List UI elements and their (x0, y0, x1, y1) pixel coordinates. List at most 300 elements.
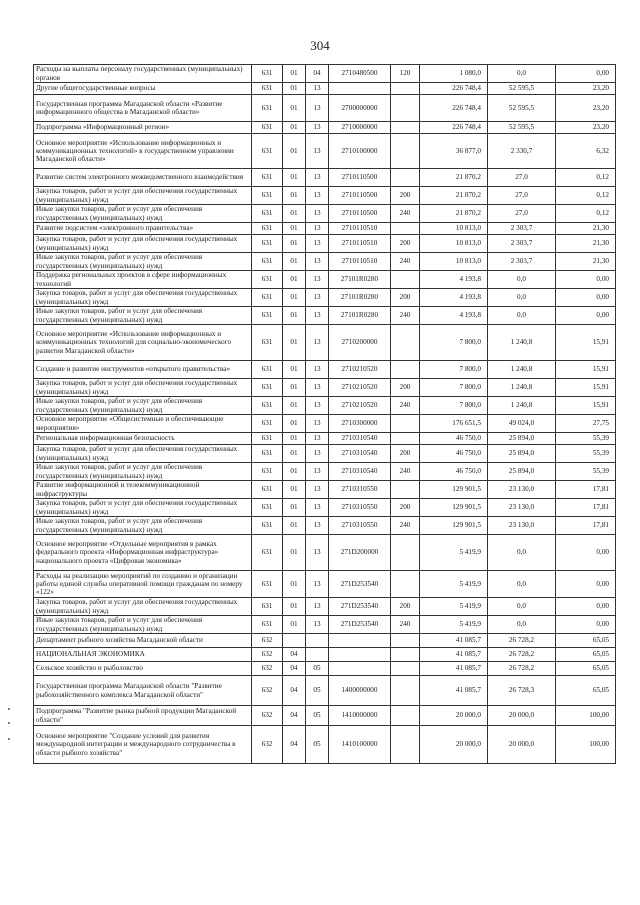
section-code: 01 (283, 307, 306, 325)
execution-percent: 100,00 (556, 706, 616, 726)
expense-type-code (391, 325, 420, 361)
section-code: 04 (283, 706, 306, 726)
actual-amount: 27,0 (488, 205, 556, 223)
execution-percent: 65,05 (556, 676, 616, 706)
target-article-code: 271D253540 (329, 571, 391, 598)
row-name: Основное мероприятие «Использование информационных и коммуникационных технологий для социально-экономического развития Магаданской области» (34, 325, 252, 361)
expense-type-code: 240 (391, 205, 420, 223)
planned-amount: 129 901,5 (420, 481, 488, 499)
target-article-code: 2710210520 (329, 379, 391, 397)
admin-code: 631 (252, 253, 283, 271)
actual-amount: 27,0 (488, 169, 556, 187)
planned-amount: 46 750,0 (420, 463, 488, 481)
table-row (34, 169, 616, 187)
actual-amount: 26 728,3 (488, 676, 556, 706)
admin-code: 631 (252, 95, 283, 122)
section-code: 01 (283, 481, 306, 499)
admin-code: 631 (252, 535, 283, 571)
actual-amount: 25 894,0 (488, 445, 556, 463)
target-article-code: 1410100000 (329, 726, 391, 764)
execution-percent: 15,91 (556, 325, 616, 361)
subsection-code: 05 (306, 662, 329, 676)
execution-percent: 17,81 (556, 481, 616, 499)
expense-type-code: 200 (391, 499, 420, 517)
planned-amount: 7 800,0 (420, 325, 488, 361)
table-row (34, 463, 616, 481)
actual-amount: 23 130,0 (488, 499, 556, 517)
row-name: НАЦИОНАЛЬНАЯ ЭКОНОМИКА (34, 648, 252, 662)
admin-code: 631 (252, 187, 283, 205)
actual-amount: 0,0 (488, 535, 556, 571)
execution-percent: 0,00 (556, 289, 616, 307)
table-row (34, 648, 616, 662)
actual-amount: 2 303,7 (488, 223, 556, 235)
planned-amount: 176 651,5 (420, 415, 488, 433)
subsection-code: 13 (306, 187, 329, 205)
section-code: 01 (283, 253, 306, 271)
planned-amount: 10 813,0 (420, 253, 488, 271)
target-article-code: 27101R0280 (329, 271, 391, 289)
admin-code: 631 (252, 307, 283, 325)
planned-amount: 1 080,0 (420, 65, 488, 83)
row-name: Государственная программа Магаданской области «Развитие информационного общества в Магаданской области» (34, 95, 252, 122)
expense-type-code: 240 (391, 307, 420, 325)
section-code: 01 (283, 361, 306, 379)
subsection-code: 13 (306, 325, 329, 361)
row-name: Региональная информационная безопасность (34, 433, 252, 445)
table-row (34, 205, 616, 223)
expense-type-code: 200 (391, 289, 420, 307)
target-article-code: 1410000000 (329, 706, 391, 726)
row-name: Основное мероприятие "Создание условий для развития международной интеграции и международного сотрудничества в области рыбного хозяйства" (34, 726, 252, 764)
target-article-code: 271D253540 (329, 598, 391, 616)
table-row (34, 65, 616, 83)
actual-amount: 52 595,5 (488, 122, 556, 134)
subsection-code: 13 (306, 463, 329, 481)
execution-percent: 0,00 (556, 598, 616, 616)
target-article-code: 2710110500 (329, 169, 391, 187)
subsection-code: 13 (306, 445, 329, 463)
actual-amount: 52 595,5 (488, 83, 556, 95)
planned-amount: 20 000,0 (420, 726, 488, 764)
row-name: Основное мероприятие «Отдельные мероприятия в рамках федерального проекта «Информационная инфраструктура» национального проекта «Цифровая экономика» (34, 535, 252, 571)
admin-code: 631 (252, 325, 283, 361)
target-article-code: 2710110510 (329, 223, 391, 235)
section-code: 01 (283, 499, 306, 517)
execution-percent: 6,32 (556, 134, 616, 169)
target-article-code: 2710110500 (329, 187, 391, 205)
expense-type-code (391, 169, 420, 187)
actual-amount: 1 240,8 (488, 397, 556, 415)
execution-percent: 65,05 (556, 648, 616, 662)
execution-percent: 0,00 (556, 535, 616, 571)
planned-amount: 5 419,9 (420, 535, 488, 571)
admin-code: 631 (252, 415, 283, 433)
row-name: Подпрограмма «Информационный регион» (34, 122, 252, 134)
table-row (34, 187, 616, 205)
actual-amount: 23 130,0 (488, 517, 556, 535)
target-article-code: 2710110510 (329, 235, 391, 253)
table-row (34, 598, 616, 616)
table-row (34, 289, 616, 307)
row-name: Расходы на выплаты персоналу государственных (муниципальных) органов (34, 65, 252, 83)
actual-amount: 26 728,2 (488, 662, 556, 676)
subsection-code: 13 (306, 289, 329, 307)
target-article-code: 2710210520 (329, 361, 391, 379)
execution-percent: 17,81 (556, 499, 616, 517)
subsection-code: 04 (306, 65, 329, 83)
expense-type-code (391, 648, 420, 662)
expense-type-code: 240 (391, 253, 420, 271)
execution-percent: 23,20 (556, 83, 616, 95)
expense-type-code: 200 (391, 379, 420, 397)
subsection-code: 13 (306, 481, 329, 499)
planned-amount: 21 870,2 (420, 205, 488, 223)
target-article-code: 2710310540 (329, 433, 391, 445)
section-code: 01 (283, 379, 306, 397)
planned-amount: 4 193,8 (420, 289, 488, 307)
planned-amount: 226 748,4 (420, 122, 488, 134)
scan-mark (8, 722, 10, 724)
admin-code: 631 (252, 598, 283, 616)
budget-table-body (34, 65, 616, 764)
planned-amount: 7 800,0 (420, 379, 488, 397)
table-row (34, 307, 616, 325)
subsection-code (306, 648, 329, 662)
admin-code: 631 (252, 499, 283, 517)
admin-code: 631 (252, 361, 283, 379)
admin-code: 632 (252, 662, 283, 676)
expense-type-code: 200 (391, 445, 420, 463)
execution-percent: 15,91 (556, 397, 616, 415)
table-row (34, 706, 616, 726)
target-article-code: 2710110500 (329, 205, 391, 223)
admin-code: 632 (252, 676, 283, 706)
planned-amount: 129 901,5 (420, 517, 488, 535)
target-article-code: 2710480500 (329, 65, 391, 83)
execution-percent: 55,39 (556, 463, 616, 481)
execution-percent: 65,05 (556, 662, 616, 676)
target-article-code: 2710100000 (329, 134, 391, 169)
expense-type-code (391, 361, 420, 379)
section-code: 01 (283, 83, 306, 95)
scan-mark (8, 708, 10, 710)
actual-amount: 2 330,7 (488, 134, 556, 169)
table-row (34, 122, 616, 134)
execution-percent: 27,75 (556, 415, 616, 433)
row-name: Иные закупки товаров, работ и услуг для обеспечения государственных (муниципальных) нужд (34, 517, 252, 535)
expense-type-code (391, 535, 420, 571)
admin-code: 631 (252, 134, 283, 169)
actual-amount: 49 024,0 (488, 415, 556, 433)
subsection-code: 13 (306, 616, 329, 634)
target-article-code: 2710310550 (329, 481, 391, 499)
section-code: 01 (283, 598, 306, 616)
admin-code: 631 (252, 289, 283, 307)
planned-amount: 5 419,9 (420, 616, 488, 634)
table-row (34, 726, 616, 764)
section-code: 01 (283, 616, 306, 634)
target-article-code: 271D200000 (329, 535, 391, 571)
expense-type-code (391, 481, 420, 499)
execution-percent: 21,30 (556, 223, 616, 235)
row-name: Закупка товаров, работ и услуг для обеспечения государственных (муниципальных) нужд (34, 235, 252, 253)
table-row (34, 415, 616, 433)
expense-type-code: 120 (391, 65, 420, 83)
row-name: Иные закупки товаров, работ и услуг для обеспечения государственных (муниципальных) нужд (34, 616, 252, 634)
expense-type-code (391, 571, 420, 598)
section-code: 01 (283, 205, 306, 223)
actual-amount: 27,0 (488, 187, 556, 205)
actual-amount: 25 894,0 (488, 433, 556, 445)
actual-amount: 2 303,7 (488, 235, 556, 253)
table-row (34, 433, 616, 445)
admin-code: 631 (252, 223, 283, 235)
section-code: 01 (283, 463, 306, 481)
section-code: 01 (283, 271, 306, 289)
subsection-code: 13 (306, 433, 329, 445)
planned-amount: 4 193,8 (420, 271, 488, 289)
execution-percent: 0,00 (556, 271, 616, 289)
subsection-code: 13 (306, 205, 329, 223)
target-article-code (329, 83, 391, 95)
expense-type-code (391, 415, 420, 433)
section-code: 01 (283, 122, 306, 134)
expense-type-code: 240 (391, 463, 420, 481)
row-name: Закупка товаров, работ и услуг для обеспечения государственных (муниципальных) нужд (34, 499, 252, 517)
target-article-code (329, 634, 391, 648)
target-article-code: 2710310550 (329, 499, 391, 517)
planned-amount: 21 870,2 (420, 169, 488, 187)
actual-amount: 26 728,2 (488, 634, 556, 648)
subsection-code: 13 (306, 271, 329, 289)
actual-amount: 0,0 (488, 307, 556, 325)
subsection-code: 13 (306, 134, 329, 169)
expense-type-code (391, 706, 420, 726)
subsection-code: 13 (306, 598, 329, 616)
table-row (34, 571, 616, 598)
execution-percent: 0,00 (556, 616, 616, 634)
subsection-code: 13 (306, 95, 329, 122)
expense-type-code (391, 662, 420, 676)
table-row (34, 517, 616, 535)
expense-type-code (391, 634, 420, 648)
row-name: Иные закупки товаров, работ и услуг для обеспечения государственных (муниципальных) нужд (34, 397, 252, 415)
actual-amount: 2 303,7 (488, 253, 556, 271)
target-article-code (329, 648, 391, 662)
budget-table (33, 64, 616, 764)
planned-amount: 226 748,4 (420, 95, 488, 122)
table-row (34, 83, 616, 95)
row-name: Закупка товаров, работ и услуг для обеспечения государственных (муниципальных) нужд (34, 379, 252, 397)
section-code: 04 (283, 676, 306, 706)
row-name: Сельское хозяйство и рыболовство (34, 662, 252, 676)
execution-percent: 0,12 (556, 187, 616, 205)
execution-percent: 21,30 (556, 253, 616, 271)
expense-type-code: 240 (391, 616, 420, 634)
section-code: 01 (283, 95, 306, 122)
section-code: 01 (283, 433, 306, 445)
row-name: Развитие систем электронного межведомственного взаимодействия (34, 169, 252, 187)
table-row (34, 662, 616, 676)
actual-amount: 1 240,8 (488, 361, 556, 379)
target-article-code: 27101R0280 (329, 289, 391, 307)
admin-code: 631 (252, 481, 283, 499)
section-code: 01 (283, 535, 306, 571)
table-row (34, 271, 616, 289)
subsection-code: 13 (306, 253, 329, 271)
row-name: Развитие информационной и телекоммуникационной инфраструктуры (34, 481, 252, 499)
target-article-code: 27101R0280 (329, 307, 391, 325)
table-row (34, 634, 616, 648)
row-name: Закупка товаров, работ и услуг для обеспечения государственных (муниципальных) нужд (34, 289, 252, 307)
actual-amount: 23 130,0 (488, 481, 556, 499)
expense-type-code (391, 223, 420, 235)
actual-amount: 0,0 (488, 598, 556, 616)
planned-amount: 41 085,7 (420, 676, 488, 706)
admin-code: 631 (252, 433, 283, 445)
execution-percent: 15,91 (556, 361, 616, 379)
planned-amount: 20 000,0 (420, 706, 488, 726)
target-article-code: 1400000000 (329, 676, 391, 706)
planned-amount: 46 750,0 (420, 433, 488, 445)
admin-code: 631 (252, 517, 283, 535)
planned-amount: 129 901,5 (420, 499, 488, 517)
planned-amount: 4 193,8 (420, 307, 488, 325)
planned-amount: 226 748,4 (420, 83, 488, 95)
expense-type-code (391, 433, 420, 445)
planned-amount: 36 877,0 (420, 134, 488, 169)
table-row (34, 95, 616, 122)
execution-percent: 21,30 (556, 235, 616, 253)
subsection-code: 13 (306, 307, 329, 325)
target-article-code: 2710300000 (329, 415, 391, 433)
table-row (34, 499, 616, 517)
row-name: Закупка товаров, работ и услуг для обеспечения государственных (муниципальных) нужд (34, 598, 252, 616)
section-code: 01 (283, 65, 306, 83)
row-name: Иные закупки товаров, работ и услуг для обеспечения государственных (муниципальных) нужд (34, 205, 252, 223)
row-name: Развитие подсистем «электронного правительства» (34, 223, 252, 235)
planned-amount: 7 800,0 (420, 397, 488, 415)
row-name: Закупка товаров, работ и услуг для обеспечения государственных (муниципальных) нужд (34, 187, 252, 205)
execution-percent: 23,20 (556, 95, 616, 122)
section-code: 01 (283, 223, 306, 235)
planned-amount: 41 085,7 (420, 662, 488, 676)
actual-amount: 0,0 (488, 65, 556, 83)
row-name: Иные закупки товаров, работ и услуг для обеспечения государственных (муниципальных) нужд (34, 307, 252, 325)
subsection-code: 13 (306, 169, 329, 187)
table-row (34, 325, 616, 361)
section-code: 01 (283, 415, 306, 433)
admin-code: 631 (252, 83, 283, 95)
row-name: Иные закупки товаров, работ и услуг для обеспечения государственных (муниципальных) нужд (34, 463, 252, 481)
admin-code: 631 (252, 122, 283, 134)
execution-percent: 0,12 (556, 169, 616, 187)
target-article-code: 2710310540 (329, 445, 391, 463)
row-name: Основное мероприятие «Использование информационных и коммуникационных технологий» в государственном управлении Магаданской области» (34, 134, 252, 169)
admin-code: 631 (252, 379, 283, 397)
planned-amount: 46 750,0 (420, 445, 488, 463)
planned-amount: 7 800,0 (420, 361, 488, 379)
admin-code: 631 (252, 463, 283, 481)
expense-type-code (391, 134, 420, 169)
section-code: 01 (283, 134, 306, 169)
actual-amount: 26 728,2 (488, 648, 556, 662)
target-article-code: 2710110510 (329, 253, 391, 271)
actual-amount: 1 240,8 (488, 325, 556, 361)
row-name: Департамент рыбного хозяйства Магаданской области (34, 634, 252, 648)
target-article-code: 2710310550 (329, 517, 391, 535)
subsection-code: 05 (306, 726, 329, 764)
subsection-code (306, 634, 329, 648)
section-code: 01 (283, 571, 306, 598)
section-code (283, 634, 306, 648)
actual-amount: 0,0 (488, 571, 556, 598)
table-row (34, 223, 616, 235)
execution-percent: 55,39 (556, 445, 616, 463)
expense-type-code: 200 (391, 598, 420, 616)
section-code: 01 (283, 289, 306, 307)
section-code: 01 (283, 445, 306, 463)
target-article-code: 2710000000 (329, 122, 391, 134)
planned-amount: 10 813,0 (420, 235, 488, 253)
table-row (34, 445, 616, 463)
section-code: 04 (283, 726, 306, 764)
subsection-code: 13 (306, 571, 329, 598)
execution-percent: 65,05 (556, 634, 616, 648)
scan-mark (8, 738, 10, 740)
expense-type-code (391, 676, 420, 706)
table-row (34, 379, 616, 397)
actual-amount: 25 894,0 (488, 463, 556, 481)
table-row (34, 134, 616, 169)
actual-amount: 20 000,0 (488, 726, 556, 764)
planned-amount: 10 813,0 (420, 223, 488, 235)
table-row (34, 481, 616, 499)
expense-type-code (391, 122, 420, 134)
planned-amount: 41 085,7 (420, 634, 488, 648)
subsection-code: 13 (306, 83, 329, 95)
planned-amount: 21 870,2 (420, 187, 488, 205)
section-code: 01 (283, 517, 306, 535)
admin-code: 631 (252, 397, 283, 415)
admin-code: 631 (252, 235, 283, 253)
subsection-code: 13 (306, 223, 329, 235)
execution-percent: 0,00 (556, 307, 616, 325)
target-article-code (329, 662, 391, 676)
target-article-code: 2710210520 (329, 397, 391, 415)
expense-type-code: 240 (391, 517, 420, 535)
subsection-code: 05 (306, 676, 329, 706)
table-row (34, 235, 616, 253)
admin-code: 631 (252, 616, 283, 634)
admin-code: 631 (252, 205, 283, 223)
section-code: 01 (283, 397, 306, 415)
expense-type-code (391, 271, 420, 289)
subsection-code: 13 (306, 517, 329, 535)
admin-code: 631 (252, 445, 283, 463)
actual-amount: 52 595,5 (488, 95, 556, 122)
target-article-code: 2710200000 (329, 325, 391, 361)
admin-code: 631 (252, 571, 283, 598)
admin-code: 631 (252, 169, 283, 187)
execution-percent: 17,81 (556, 517, 616, 535)
row-name: Расходы на реализацию мероприятий по созданию и организации работы единой службы оперативной помощи гражданам по номеру «122» (34, 571, 252, 598)
section-code: 01 (283, 169, 306, 187)
subsection-code: 13 (306, 235, 329, 253)
table-row (34, 535, 616, 571)
admin-code: 632 (252, 648, 283, 662)
